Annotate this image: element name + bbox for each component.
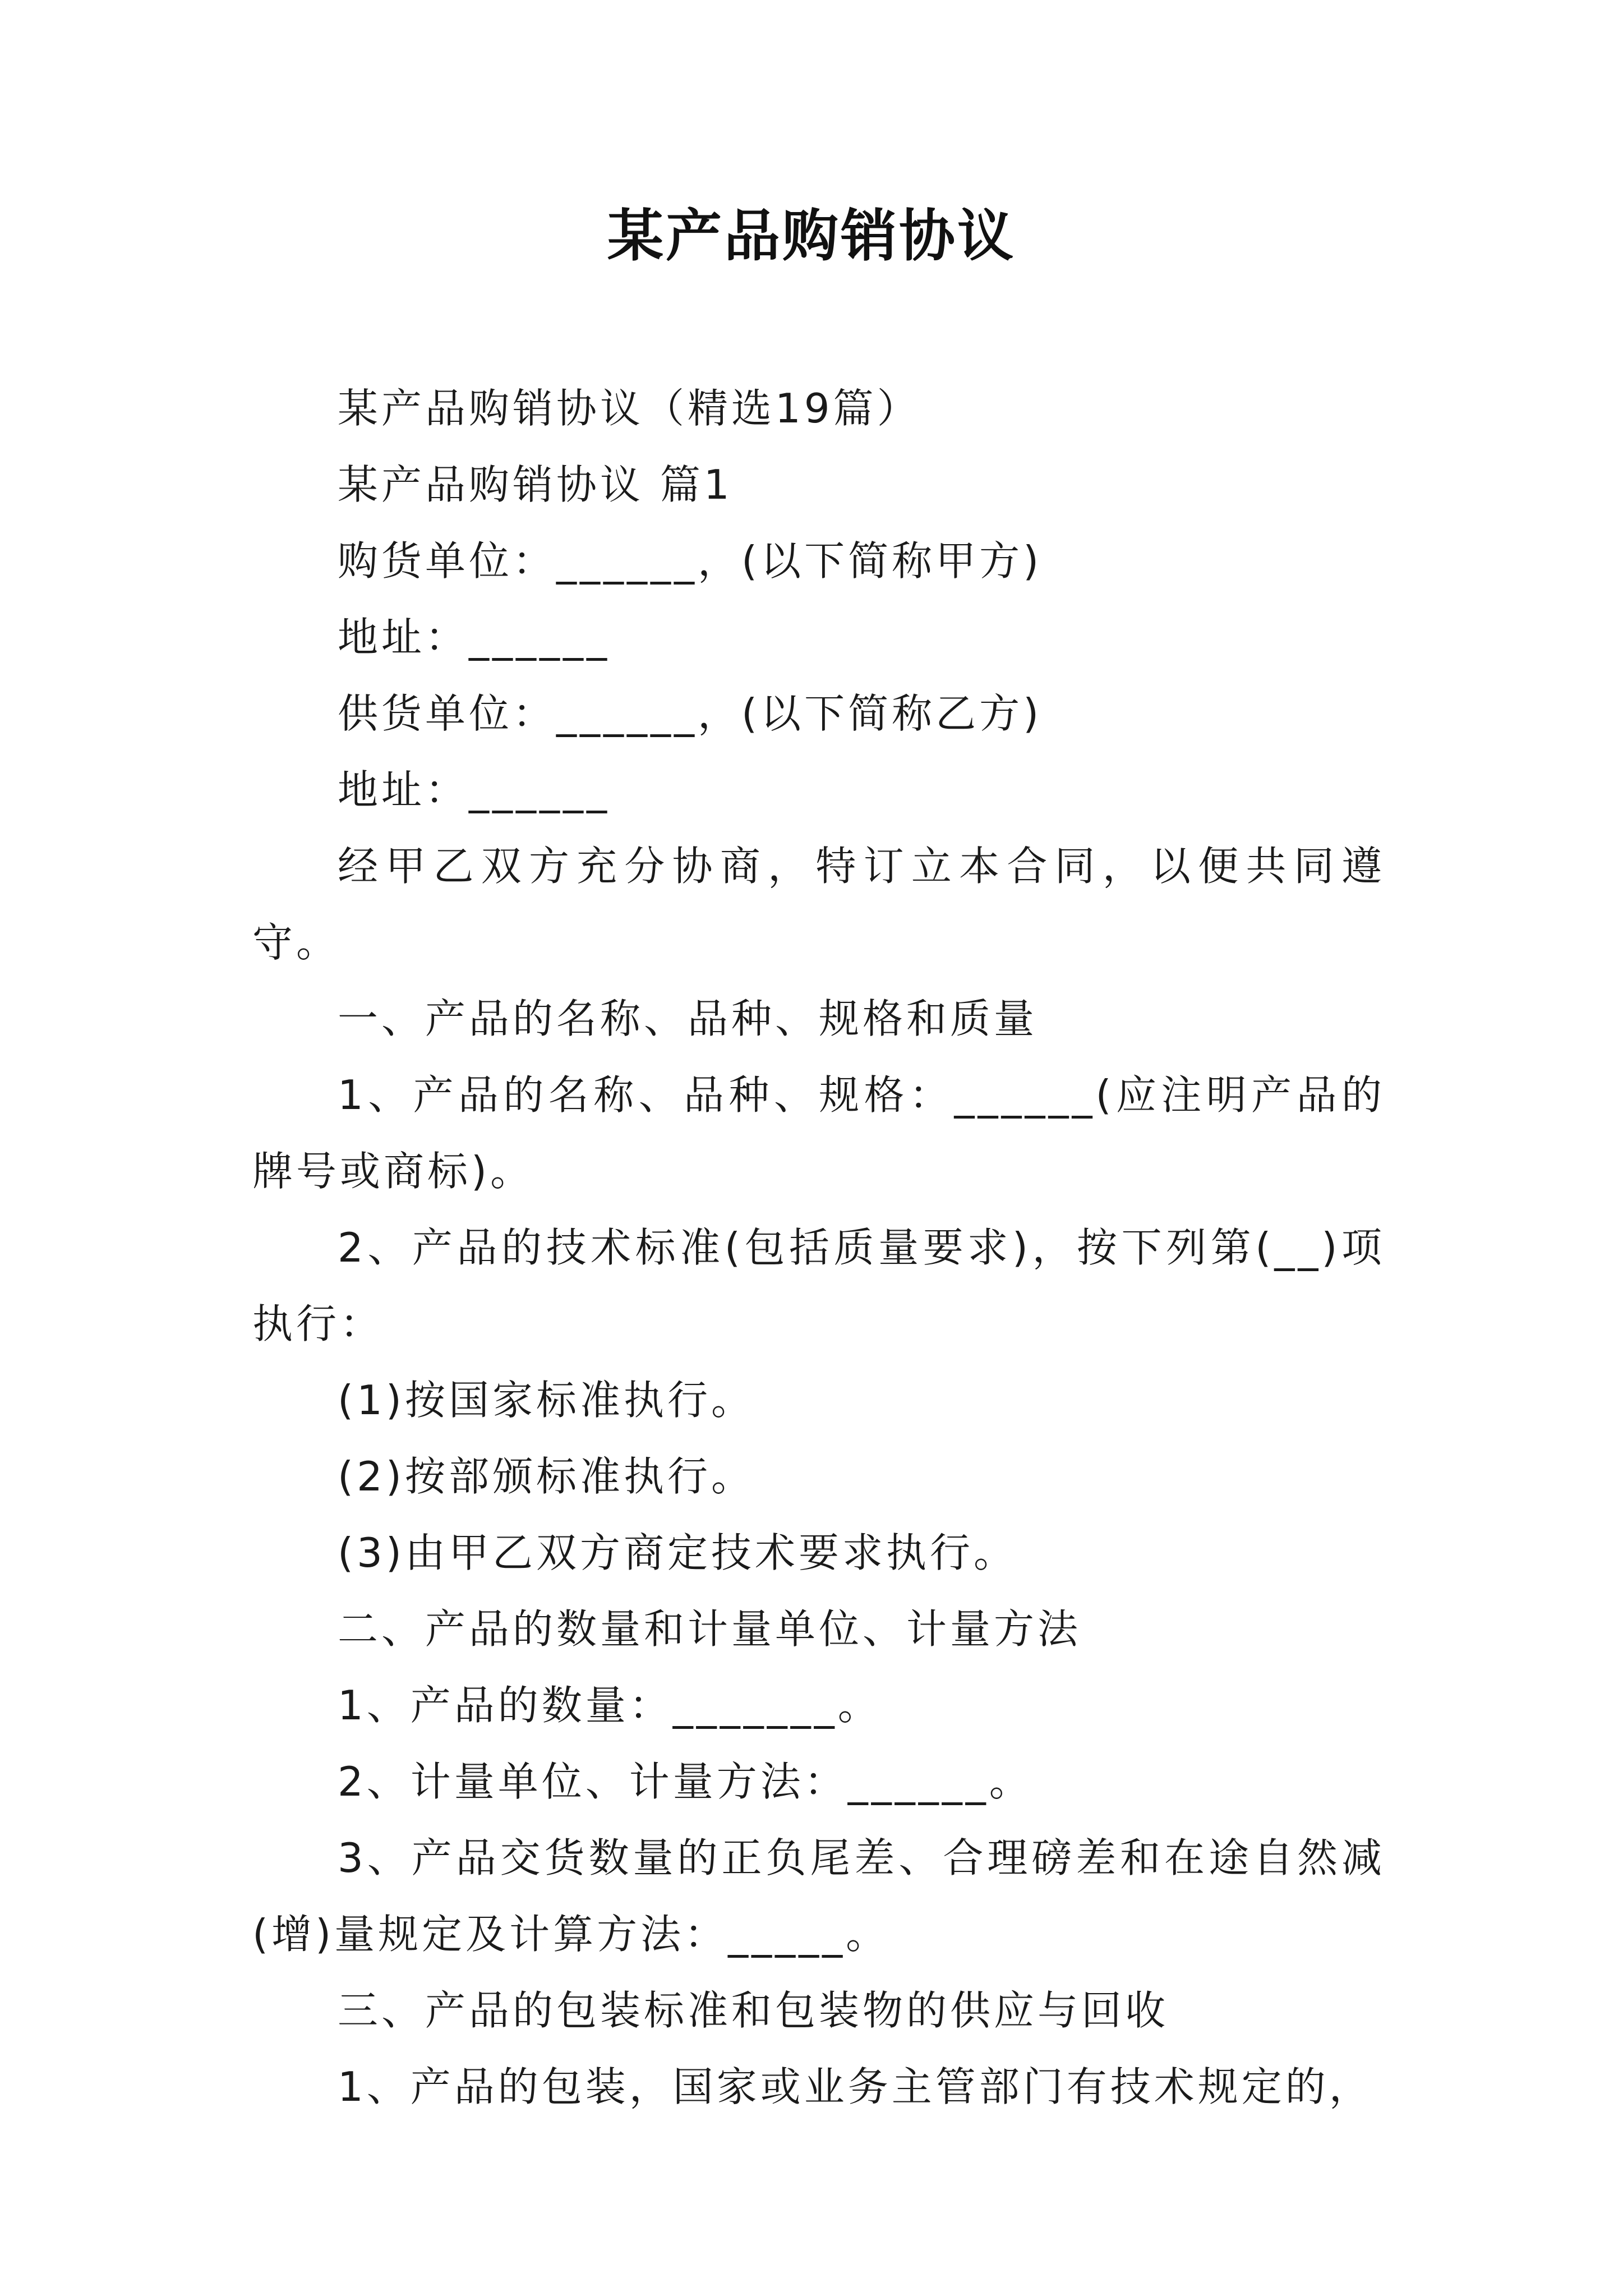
paragraph: 2、产品的技术标准(包括质量要求)，按下列第(__)项执行：: [252, 1224, 1385, 1347]
paragraph: 3、产品交货数量的正负尾差、合理磅差和在途自然减(增)量规定及计算方法：_____。: [252, 1834, 1385, 1958]
paragraph: 购货单位：______，(以下简称甲方): [338, 537, 1043, 585]
paragraph: 供货单位：______，(以下简称乙方): [338, 690, 1043, 737]
paragraph: 2、计量单位、计量方法：______。: [338, 1758, 1033, 1805]
paragraph: (3)由甲乙双方商定技术要求执行。: [338, 1529, 1017, 1576]
document-body: [252, 370, 1385, 2125]
section-heading: 二、产品的数量和计量单位、计量方法: [338, 1605, 1082, 1653]
paragraph: 1、产品的包装，国家或业务主管部门有技术规定的，: [338, 2063, 1373, 2110]
paragraph: 地址：______: [338, 766, 611, 813]
paragraph: 1、产品的名称、品种、规格：______(应注明产品的牌号或商标)。: [252, 1071, 1385, 1195]
section-heading: 三、产品的包装标准和包装物的供应与回收: [338, 1987, 1169, 2034]
paragraph: (1)按国家标准执行。: [338, 1377, 755, 1424]
paragraph: 地址：______: [338, 614, 611, 661]
paragraph: 某产品购销协议（精选19篇）: [338, 385, 921, 432]
paragraph: 某产品购销协议 篇1: [338, 461, 733, 508]
paragraph: (2)按部颁标准执行。: [338, 1453, 755, 1500]
document-title: 某产品购销协议: [607, 203, 1016, 269]
paragraph: 1、产品的数量：_______。: [338, 1682, 882, 1729]
paragraph: 经甲乙双方充分协商，特订立本合同，以便共同遵守。: [252, 843, 1385, 966]
section-heading: 一、产品的名称、品种、规格和质量: [338, 995, 1038, 1042]
